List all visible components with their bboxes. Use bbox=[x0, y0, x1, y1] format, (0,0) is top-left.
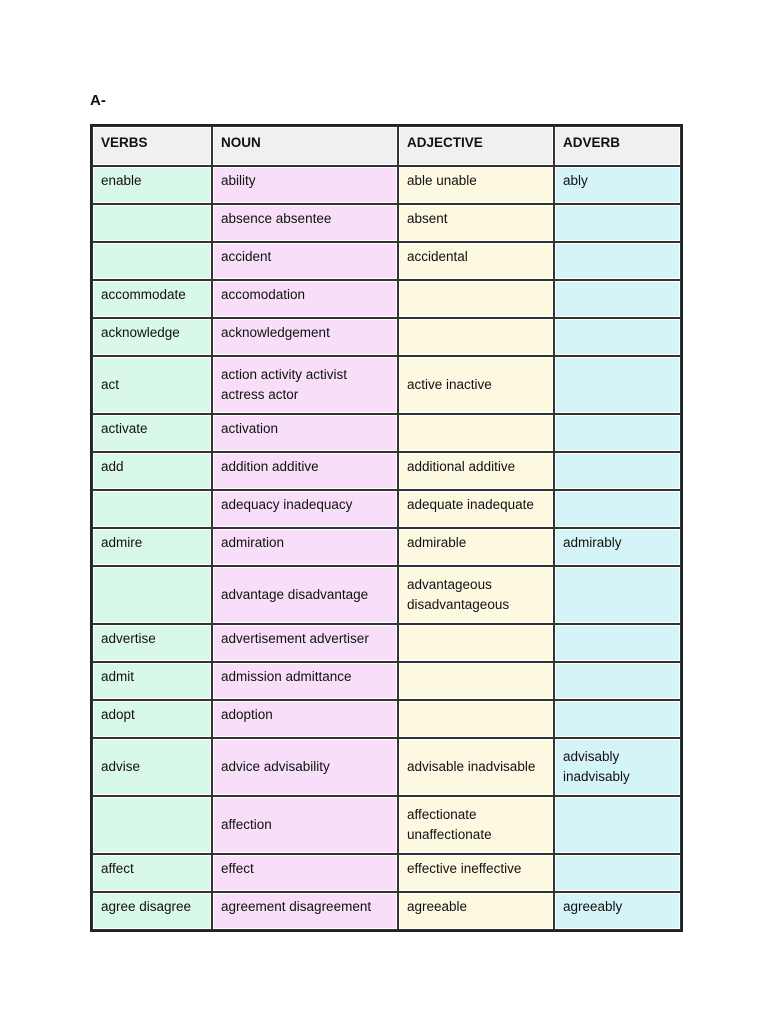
table-row bbox=[92, 796, 681, 854]
table-row bbox=[92, 318, 681, 356]
verb-cell: admit bbox=[92, 662, 212, 700]
adverb-cell bbox=[554, 452, 681, 490]
verb-cell: admire bbox=[92, 528, 212, 566]
adjective-cell: able unable bbox=[398, 166, 554, 204]
noun-cell: acknowledgement bbox=[212, 318, 398, 356]
header-adjective: ADJECTIVE bbox=[398, 126, 554, 166]
section-label: A- bbox=[90, 92, 106, 109]
noun-cell: adequacy inadequacy bbox=[212, 490, 398, 528]
adjective-cell bbox=[398, 700, 554, 738]
verb-cell: advise bbox=[92, 738, 212, 796]
noun-cell: ability bbox=[212, 166, 398, 204]
adverb-cell bbox=[554, 242, 681, 280]
adverb-cell bbox=[554, 796, 681, 854]
verb-cell bbox=[92, 490, 212, 528]
noun-cell: absence absentee bbox=[212, 204, 398, 242]
table-row bbox=[92, 204, 681, 242]
header-verbs: VERBS bbox=[92, 126, 212, 166]
verb-cell: acknowledge bbox=[92, 318, 212, 356]
adjective-cell: additional additive bbox=[398, 452, 554, 490]
adjective-cell: absent bbox=[398, 204, 554, 242]
verb-cell: adopt bbox=[92, 700, 212, 738]
adjective-cell: adequate inadequate bbox=[398, 490, 554, 528]
noun-cell: accident bbox=[212, 242, 398, 280]
adjective-cell bbox=[398, 280, 554, 318]
adjective-cell bbox=[398, 318, 554, 356]
table-row bbox=[92, 892, 681, 930]
table-row bbox=[92, 528, 681, 566]
table-row bbox=[92, 280, 681, 318]
adverb-cell bbox=[554, 624, 681, 662]
verb-cell bbox=[92, 242, 212, 280]
verb-cell: accommodate bbox=[92, 280, 212, 318]
adverb-cell bbox=[554, 356, 681, 414]
adverb-cell: ably bbox=[554, 166, 681, 204]
adverb-cell bbox=[554, 490, 681, 528]
table-row bbox=[92, 700, 681, 738]
noun-cell: affection bbox=[212, 796, 398, 854]
verb-cell: add bbox=[92, 452, 212, 490]
adjective-cell: affectionate unaffectionate bbox=[398, 796, 554, 854]
adjective-cell: advisable inadvisable bbox=[398, 738, 554, 796]
table-row bbox=[92, 356, 681, 414]
adjective-cell: admirable bbox=[398, 528, 554, 566]
adverb-cell: advisably inadvisably bbox=[554, 738, 681, 796]
verb-cell: affect bbox=[92, 854, 212, 892]
table-row bbox=[92, 566, 681, 624]
adverb-cell bbox=[554, 566, 681, 624]
adverb-cell bbox=[554, 414, 681, 452]
verb-cell: enable bbox=[92, 166, 212, 204]
adverb-cell: admirably bbox=[554, 528, 681, 566]
noun-cell: activation bbox=[212, 414, 398, 452]
adjective-cell bbox=[398, 662, 554, 700]
noun-cell: agreement disagreement bbox=[212, 892, 398, 930]
adverb-cell bbox=[554, 854, 681, 892]
adjective-cell: active inactive bbox=[398, 356, 554, 414]
adjective-cell: accidental bbox=[398, 242, 554, 280]
verb-cell bbox=[92, 566, 212, 624]
table-row bbox=[92, 738, 681, 796]
adjective-cell: effective ineffective bbox=[398, 854, 554, 892]
noun-cell: advice advisability bbox=[212, 738, 398, 796]
table-row bbox=[92, 624, 681, 662]
table-row bbox=[92, 854, 681, 892]
adverb-cell bbox=[554, 662, 681, 700]
verb-cell: advertise bbox=[92, 624, 212, 662]
verb-cell: activate bbox=[92, 414, 212, 452]
adverb-cell bbox=[554, 280, 681, 318]
adverb-cell bbox=[554, 700, 681, 738]
table-row bbox=[92, 662, 681, 700]
verb-cell bbox=[92, 796, 212, 854]
adjective-cell: agreeable bbox=[398, 892, 554, 930]
adverb-cell: agreeably bbox=[554, 892, 681, 930]
adjective-cell: advantageous disadvantageous bbox=[398, 566, 554, 624]
word-forms-table bbox=[90, 124, 683, 932]
table-row bbox=[92, 242, 681, 280]
noun-cell: effect bbox=[212, 854, 398, 892]
adverb-cell bbox=[554, 318, 681, 356]
adjective-cell bbox=[398, 414, 554, 452]
table-row bbox=[92, 490, 681, 528]
verb-cell bbox=[92, 204, 212, 242]
adjective-cell bbox=[398, 624, 554, 662]
noun-cell: advantage disadvantage bbox=[212, 566, 398, 624]
noun-cell: addition additive bbox=[212, 452, 398, 490]
table-row bbox=[92, 452, 681, 490]
header-row bbox=[92, 126, 681, 166]
noun-cell: adoption bbox=[212, 700, 398, 738]
noun-cell: admiration bbox=[212, 528, 398, 566]
verb-cell: agree disagree bbox=[92, 892, 212, 930]
noun-cell: advertisement advertiser bbox=[212, 624, 398, 662]
table-row bbox=[92, 414, 681, 452]
noun-cell: action activity activist actress actor bbox=[212, 356, 398, 414]
table-row bbox=[92, 166, 681, 204]
noun-cell: admission admittance bbox=[212, 662, 398, 700]
noun-cell: accomodation bbox=[212, 280, 398, 318]
adverb-cell bbox=[554, 204, 681, 242]
verb-cell: act bbox=[92, 356, 212, 414]
header-noun: NOUN bbox=[212, 126, 398, 166]
header-adverb: ADVERB bbox=[554, 126, 681, 166]
